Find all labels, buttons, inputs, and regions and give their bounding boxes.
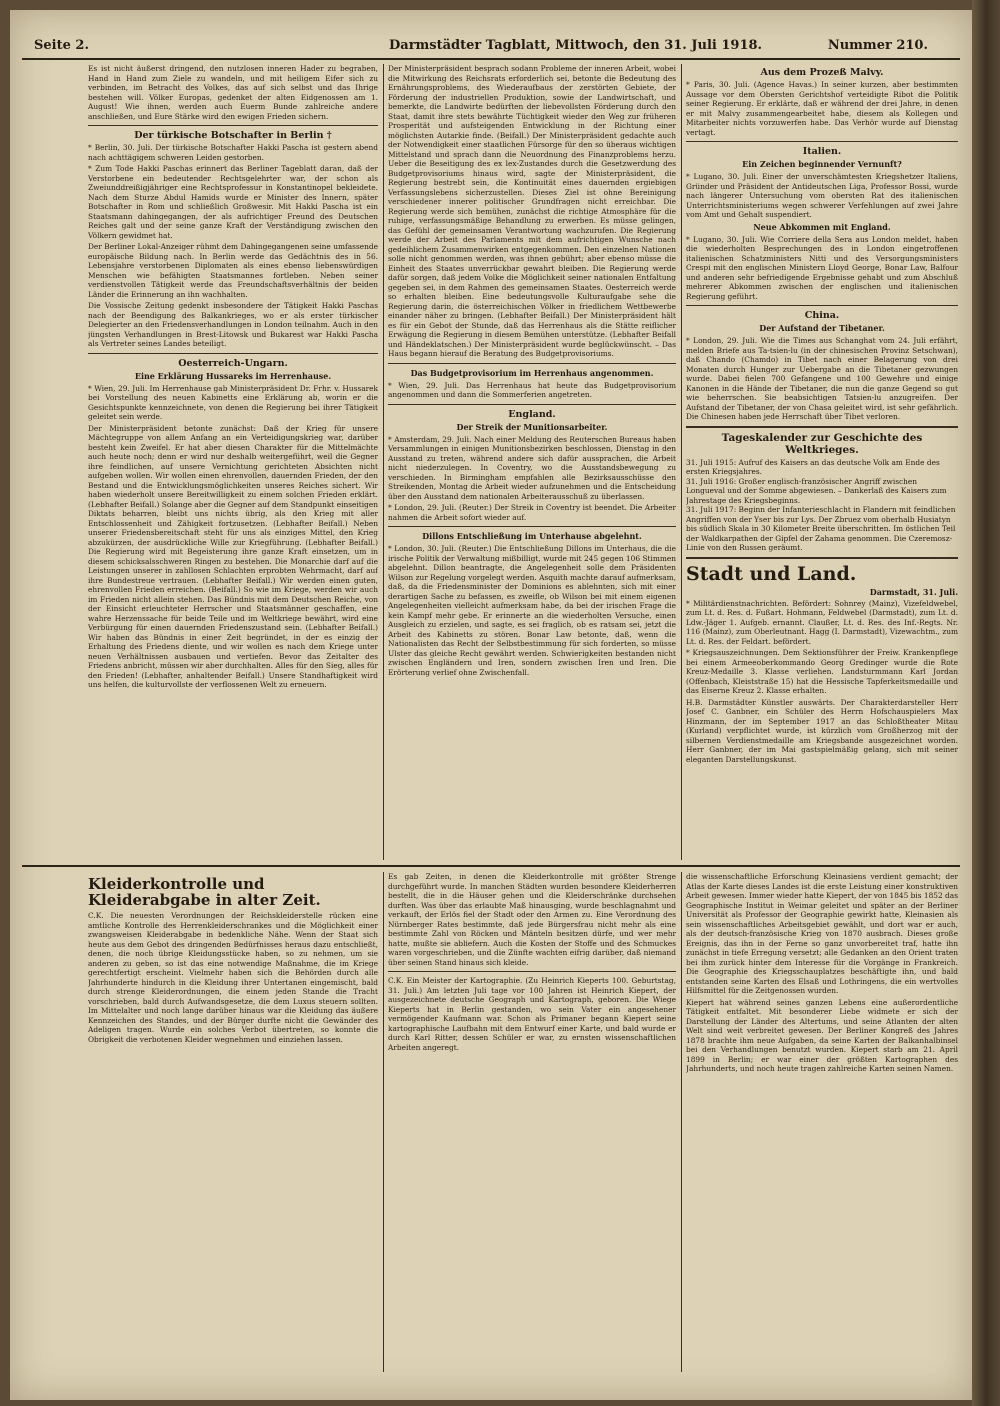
column-divider bbox=[383, 64, 384, 860]
divider bbox=[88, 125, 378, 126]
feuilleton-heading: Kleiderkontrolle und Kleiderabgabe in alter Zeit. bbox=[88, 875, 321, 909]
article-paragraph: * Lugano, 30. Juli. Wie Corriere della Sera aus London meldet, haben die wiederholten Besprechungen des in London eingetroffenen italienischen Schatzministers Nitti und des Versorgungsministers Crespi mit den englischen Ministern Lloyd George, Bonar Law, Balfour und anderen sehr befriedigende Ergebnisse gehabt und zum Abschluß mehrerer Abkommen zwischen der englischen und italienischen Regierung geführt. bbox=[686, 234, 958, 301]
article-paragraph: * Lugano, 30. Juli. Einer der unverschämtesten Kriegshetzer Italiens, Gründer und Präsident der Antideutschen Liga, Professor Bossi, wurde nach längerer Untersuchung vom obersten Rat des italienischen Unterrichtsministeriums wegen schwerer Verfehlungen auf zwei Jahre vom Amt und Gehalt suspendiert. bbox=[686, 172, 958, 219]
article-subheading: Ein Zeichen beginnender Vernunft? bbox=[742, 159, 902, 169]
masthead: Darmstädter Tagblatt, Mittwoch, den 31. Juli 1918. bbox=[389, 38, 763, 53]
article-heading: Der türkische Botschafter in Berlin † bbox=[134, 130, 332, 141]
article-paragraph: H.B. Darmstädter Künstler auswärts. Der Charakterdarsteller Herr Josef C. Ganbner, ein Schüler des Herrn Hofschauspielers Max Hinzmann, der im September 1917 an das Schloßtheater Mitau (Kurland) verpflichtet wurde, ist kürzlich vom Großherzog mit der silbernen Verdienstmedaille am Kriegsbande ausgezeichnet worden. Herr Ganbner, der im Mai gastspielmäßig gelang, sich mit seiner eleganten Darstellungskunst. bbox=[686, 697, 958, 764]
divider bbox=[686, 141, 958, 142]
column-divider bbox=[681, 872, 682, 1372]
article-paragraph: * London, 30. Juli. (Reuter.) Die Entschließung Dillons im Unterhaus, die die irische Politik der Verwaltung mißbilligt, wurde mit 245 gegen 106 Stimmen abgelehnt. Dillon beantragte, die Angelegenheit solle dem Präsidenten Wilson zur Regelung vorgelegt werden. Asquith machte darauf aufmerksam, daß, da die Friedensminister der Dominions es ablehnten, sich mit einer derartigen Sache zu befassen, es zweifle, ob Wilson bei mit einem eigenen Angelegenheiten vielleicht aufmerksam habe, da bei der irischen Frage die kein Kampf mehr gebe. Er erinnerte an die wiederholten Versuche, einen Ausgleich zu erzielen, und sagte, es sei fraglich, ob es ratsam sei, jetzt die Arbeit des Kabinetts zu stören. Bonar Law betonte, daß, wenn die Nationalisten das Recht der Selbstbestimmung für sich forderten, so müsse Ulster das gleiche Recht gewährt werden. Schwierigkeiten bestanden nicht zwischen Engländern und Iren, sondern zwischen Iren und Iren. Die Erörterung verlief ohne Zwischenfall. bbox=[388, 544, 676, 677]
article-paragraph: * Wien, 29. Juli. Das Herrenhaus hat heute das Budgetprovisorium angenommen und dann die Sommerferien angetreten. bbox=[388, 380, 676, 399]
article-subheading: Das Budgetprovisorium im Herrenhaus angenommen. bbox=[410, 367, 654, 378]
section-heading: England. bbox=[508, 408, 556, 420]
divider bbox=[388, 971, 676, 972]
bottom-column-1 bbox=[88, 872, 378, 1372]
section-heading: Oesterreich-Ungarn. bbox=[178, 357, 288, 369]
column-3 bbox=[686, 64, 958, 860]
divider bbox=[388, 363, 676, 364]
article-paragraph: * London, 29. Juli. (Reuter.) Der Streik in Coventry ist beendet. Die Arbeiter nahmen die Arbeit sofort wieder auf. bbox=[388, 503, 676, 522]
bottom-column-3 bbox=[686, 872, 958, 1372]
article-paragraph: Kiepert hat während seines ganzen Lebens eine außerordentliche Tätigkeit entfaltet. Mit besonderer Liebe widmete er sich der Darstellung der Länder des Altertums, und seine Atlanten der alten Welt sind weit verbreitet gewesen. Der Berliner Kongreß des Jahres 1878 brachte ihm neue Aufgaben, da seine Karten der Balkanhalbinsel bei den Verhandlungen benutzt wurden. Kiepert starb am 21. April 1899 in Berlin; er war einer der größten Kartographen des Jahrhunderts, und noch heute tragen zahlreiche Karten seinen Namen. bbox=[686, 997, 958, 1073]
header-rule bbox=[22, 58, 960, 60]
section-heading: Italien. bbox=[802, 146, 842, 157]
calendar-entry: 31. Juli 1916: Großer englisch-französischer Angriff zwischen Longueval und der Somme abgewiesen. – Dankerlaß des Kaisers zum Jahrestage des Kriegsbeginns. bbox=[686, 476, 947, 505]
article-paragraph: * Berlin, 30. Juli. Der türkische Botschafter Hakki Pascha ist gestern abend nach achttägigem schweren Leiden gestorben. bbox=[88, 143, 378, 162]
article-paragraph: * London, 29. Juli. Wie die Times aus Schanghat vom 24. Juli erfährt, melden Briefe aus Ta-tsien-lu (in der chinesischen Provinz Setschwan), daß Chando (Chamdo) in Tibet nach einer Belagerung von drei Monaten durch Hunger zur Uebergabe an die Tibetaner gezwungen wurde. Dabei fielen 700 Gefangene und 100 Gewehre und einige Kanonen in die Hände der Tibetaner, die nun die ganze Gegend so gut wie beherrschen. Sie beabsichtigen Tatsien-lu anzugreifen. Der Aufstand der Tibetaner, der von Chasa geleitet wird, ist sehr gefährlich. Die Chinesen haben jede Herrschaft über Tibet verloren. bbox=[686, 336, 958, 421]
bottom-column-2 bbox=[388, 872, 676, 1372]
intro-paragraph: Es ist nicht äußerst dringend, den nutzlosen inneren Hader zu begraben, Hand in Hand zum Ziele zu wandeln, und mit heiligem Eifer sich zu verbinden, im Betracht des Volkes, das auf sich selbst und das Ihrige bestehen will. Völker Europas, gedenket der alten Eidgenossen am 1. August! Wie ihnen, werden auch Euerm Bunde zahlreiche andere anschließen, und Eure Stärke wird den ewigen Frieden sichern. bbox=[88, 64, 378, 121]
article-paragraph: * Amsterdam, 29. Juli. Nach einer Meldung des Reuterschen Bureaus haben Versammlungen in einigen Munitionsbezirken beschlossen, Dienstag in den Ausstand zu treten, während andere sich dafür aussprachen, die Arbeit nicht niederzulegen. In Coventry, wo die Ausstandsbewegung zu verschieden. In Birmingham empfahlen alle Bezirksausschüsse den Streikenden, Montag die Arbeit wieder aufzunehmen und die Entscheidung über den Ausstand dem nationalen Arbeiterausschuß zu überlassen. bbox=[388, 434, 676, 501]
column-divider bbox=[681, 64, 682, 860]
article-subheading: Der Streik der Munitionsarbeiter. bbox=[456, 421, 608, 432]
article-paragraph: C.K. Ein Meister der Kartographie. (Zu Heinrich Kieperts 100. Geburtstag, 31. Juli.) Am letzten Juli tage vor 100 Jahren ist Heinrich Kiepert, der ausgezeichnete deutsche Geograph und Kartograph, geboren. Die Wiege Kieperts hat in Berlin gestanden, wo sein Vater ein angesehener vermögender Kaufmann war. Schon als Primaner begann Kiepert seine kartographische Laufbahn mit dem Entwurf einer Karte, und bald wurde er durch Karl Ritter, dessen Schüler er war, zu ernsten wissenschaftlichen Arbeiten angeregt. bbox=[388, 976, 676, 1052]
article-paragraph: * Paris, 30. Juli. (Agence Havas.) In seiner kurzen, aber bestimmten Aussage vor dem Obersten Gerichtshof verteidigte Ribot die Politik seiner Regierung. Er erklärte, daß er während der drei Jahre, in denen er mit Malvy zusammengearbeitet habe, diesem als Kollegen und Mitarbeiter nichts vorzuwerfen habe. Das Verhör wurde auf Dienstag vertagt. bbox=[686, 80, 958, 137]
divider bbox=[686, 426, 958, 428]
article-paragraph: Der Berliner Lokal-Anzeiger rühmt dem Dahingegangenen seine umfassende europäische Bildung nach. In Berlin werde das Gedächtnis des in 56. Lebensjahre verstorbenen Diplomaten als eines ebenso liebenswürdigen Menschen wie befähigten Staatsmannes fortleben. Neben seiner verdienstvollen Tätigkeit werde das Freundschaftsverhältnis der beiden Länder die Erinnerung an ihn wachhalten. bbox=[88, 242, 378, 299]
column-divider bbox=[383, 872, 384, 1372]
feuilleton-rule bbox=[22, 865, 960, 867]
section-heading: China. bbox=[804, 310, 840, 321]
divider bbox=[88, 353, 378, 354]
calendar-entry: 31. Juli 1915: Aufruf des Kaisers an das deutsche Volk am Ende des ersten Kriegsjahres. bbox=[686, 457, 940, 476]
column-1 bbox=[88, 64, 378, 860]
article-paragraph: die wissenschaftliche Erforschung Kleinasiens verdient gemacht; der Atlas der Karte dieses Landes ist die erste Leistung einer konstruktiven Arbeit gewesen. Immer wieder hatte Kiepert, der von 1845 bis 1852 das Geographische Institut in Weimar geleitet und später an der Berliner Universität als Professor der Geographie gewirkt hatte, Kleinasien als sein wissenschaftliches Arbeitsgebiet gewählt, und dort war er auch, als der deutsch-französische Krieg von 1870 ausbrach. Dieses große Ereignis, das ihn in der Ferne so ganz unvorbereitet traf, hatte ihn zunächst in tiefe Erregung versetzt; alle Gedanken an den Orient traten bei ihm zurück hinter dem Interesse für die Vorgänge in Frankreich. Die Geographie des Kriegsschauplatzes beschäftigte ihn, und bald entstanden seine Karten des Elsaß und Lothringens, die ein wertvolles Hilfsmittel für die Zeitgenossen wurden. bbox=[686, 872, 958, 995]
article-paragraph: C.K. Die neuesten Verordnungen der Reichskleiderstelle rücken eine amtliche Kontrolle des Herrenkleiderschrankes und die Möglichkeit einer zwangsweisen Kleiderabgabe in bedenkliche Nähe. Wenn der Staat sich heute aus dem Gebot des dringenden Bedürfnisses heraus dazu entschließt, denen, die noch übrige Kleidungsstücke haben, so zu nehmen, um sie anderen zu geben, so ist das eine notwendige Maßnahme, die im Kriege gerechtfertigt erscheint. Vielmehr haben sich die Behörden durch alle Jahrhunderte hindurch in die Kleidung ihrer Untertanen eingemischt, bald durch strenge Kleiderordnungen, die einem jeden Stande die Tracht vorschrieben, bald durch Aufwandsgesetze, die dem Luxus steuern sollten. Im Mittelalter und noch lange darüber hinaus war die Kleidung das äußere Kennzeichen des Standes, und der Bürger durfte nicht die Gewänder des Adeligen tragen. Wurde ein solches Verbot übertreten, so konnte die Obrigkeit die verbotenen Kleider wegnehmen und einziehen lassen. bbox=[88, 911, 378, 1044]
calendar-entry: 31. Juli 1917: Beginn der Infanterieschlacht in Flandern mit feindlichen Angriffen von der Yser bis zur Lys. Der Zbruez vom oberhalb Husiatyn bis südlich Skala in 30 Kilometer Breite überschritten. Im östlichen Teil der Waldkarpathen der Gipfel der Zahama genommen. Die Czeremosz-Linie von den Russen geräumt. bbox=[686, 505, 956, 552]
column-2 bbox=[388, 64, 676, 860]
divider bbox=[388, 526, 676, 527]
article-paragraph: Der Ministerpräsident besprach sodann Probleme der inneren Arbeit, wobei die Mitwirkung des Reichsrats erforderlich sei, betonte die Bedeutung des Ernährungsproblems, des Wiederaufbaus der zerstörten Gebiete, der Förderung der industriellen Produktion, sowie der Landwirtschaft, und bemerkte, die Landwirte bedürften der liebevollsten Förderung durch den Staat, damit ihre stets bewährte Tüchtigkeit wieder den Weg zur früheren Prosperität und aufsteigenden Entwicklung in der Richtung einer möglichsten Autarkie finde. (Beifall.) Der Ministerpräsident gedachte auch der Notwendigkeit einer staatlichen Fürsorge für den so überaus wichtigen Mittelstand und sprach dann die Neuordnung des Finanzproblems herzu. Ueber die Beseitigung des ex lex-Zustandes durch die Gesetzwerdung des Budgetprovisoriums hinaus wird, sagte der Ministerpräsident, die Regierung bestrebt sein, die Kontinuität eines dauernden ergiebigen Verfassungslebens sicherzustellen. Dieses Ziel ist ohne Bereinigung verschiedener innerer politischer Grundfragen nicht erreichbar. Die Regierung werde sich bemühen, zunächst die richtige Atmosphäre für die ruhige, verfassungsmäßige Behandlung zu erwerben. Es müsse gelingen, das Gefühl der gemeinsamen Verantwortung wachzurufen. Die Regierung werde der Arbeit des Parlaments mit dem aufrichtigen Wunsche nach gedeihlichem Zusammenwirken entgegenkommen. Den einzelnen Nationen solle nicht genommen werden, was ihnen gebührt; aber ebenso müsse die Einheit des Staates unverrückbar gewahrt bleiben. Die Regierung werde dafür sorgen, daß jedem Volke die Möglichkeit seiner nationalen Entfaltung gegeben sei, in dem Rahmen des gemeinsamen Staates. Oesterreich werde so erhalten bleiben. Eine bedeutungsvolle Kulturaufgabe sehe die Regierung darin, die österreichischen Völker in friedlichem Wettbewerbe einander näher zu bringen. (Lebhafter Beifall.) Der Ministerpräsident hält es für ein Gebot der Stunde, daß das Herrenhaus als die Stätte reiflicher Erwägung die Regierung in diesem Bemühen unterstütze. (Lebhafter Beifall und Händeklatschen.) Der Ministerpräsident wurde beglückwünscht. – Das Haus begann hierauf die Beratung des Budgetprovisoriums. bbox=[388, 64, 676, 358]
divider bbox=[686, 557, 958, 559]
page-header bbox=[24, 38, 958, 60]
dateline: Darmstadt, 31. Juli. bbox=[869, 586, 958, 597]
article-subheading: Der Aufstand der Tibetaner. bbox=[759, 323, 885, 333]
article-paragraph: Die Vossische Zeitung gedenkt insbesondere der Tätigkeit Hakki Paschas nach der Beendigung des Balkankrieges, wo er als erster türkischer Delegierter an den Friedensverhandlungen in London teilnahm. Auch in den jüngsten Verhandlungen in Brest-Litowsk und Bukarest war Hakki Pascha als Vertreter seines Landes beteiligt. bbox=[88, 301, 378, 348]
article-subheading: Dillons Entschließung im Unterhause abgelehnt. bbox=[422, 531, 642, 541]
article-subheading: Eine Erklärung Hussareks im Herrenhause. bbox=[134, 370, 332, 381]
issue-number: Nummer 210. bbox=[827, 38, 928, 53]
article-paragraph: * Militärdienstnachrichten. Befördert: Sohnrey (Mainz), Vizefeldwebel, zum Lt. d. Res. d. Fußart. Hohmann, Feldwebel (Darmstadt), zum Lt. d. Ldw.-Jäger 1. Aufgeb. ernannt. Claußer, Lt. d. Res. des Inf.-Regts. Nr. 116 (Mainz), zum Oberleutnant. Hagg (I. Darmstadt), Vizewachtm., zum Lt. d. Res. der Feldart. befördert. bbox=[686, 598, 958, 646]
article-subheading: Neue Abkommen mit England. bbox=[753, 221, 891, 232]
newspaper-page bbox=[10, 10, 972, 1400]
article-paragraph: Es gab Zeiten, in denen die Kleiderkontrolle mit größter Strenge durchgeführt wurde. In manchen Städten wurden besondere Kleiderherren bestellt, die in die Häuser gehen und die Kleiderschränke durchsehen durften. Was über das erlaubte Maß hinausging, wurde beschlagnahmt und verkauft, der Erlös fiel der Stadt oder den Armen zu. Eine Verordnung des Nürnberger Rates bestimmte, daß jede Bürgersfrau nicht mehr als eine bestimmte Zahl von Röcken und Mänteln besitzen dürfe, und wer mehr hatte, mußte sie abliefern. Auch die Kosten der Stoffe und des Schmuckes waren vorgeschrieben, und die Zünfte wachten eifrig darüber, daß niemand über seinen Stand hinaus sich kleide. bbox=[388, 872, 676, 967]
divider bbox=[686, 305, 958, 306]
article-paragraph: * Wien, 29. Juli. Im Herrenhause gab Ministerpräsident Dr. Frhr. v. Hussarek bei Vorstellung des neuen Kabinetts eine Erklärung ab, worin er die Gesichtspunkte kennzeichnete, von denen die Regierung bei ihrer Tätigkeit geleitet sein werde. bbox=[88, 383, 378, 421]
page-number: Seite 2. bbox=[34, 38, 89, 53]
article-heading: Aus dem Prozeß Malvy. bbox=[760, 67, 884, 78]
article-paragraph: * Kriegsauszeichnungen. Dem Sektionsführer der Freiw. Krankenpflege bei einem Armeeoberkommando Georg Gredinger wurde die Rote Kreuz-Medaille 3. Klasse verliehen. Landsturmmann Karl Jordan (Offenbach, Kleiststraße 15) hat die Hessische Tapferkeitsmedaille und das Eiserne Kreuz 2. Klasse erhalten. bbox=[686, 648, 958, 695]
article-paragraph: * Zum Tode Hakki Paschas erinnert das Berliner Tageblatt daran, daß der Verstorbene ein bedeutender Rechtsgelehrter war, der schon als Zweiunddreißigjähriger eine Rechtsprofessur in Konstantinopel bekleidete. Nach dem Sturze Abdul Hamids wurde er Minister des Innern, später Botschafter in Rom und schließlich Großwesir. Mit Hakki Pascha ist ein Staatsmann dahingegangen, der als aufrichtiger Freund des Deutschen Reiches galt und der seine ganze Kraft der Verständigung zwischen den Völkern gewidmet hat. bbox=[88, 164, 378, 240]
book-binding-edge bbox=[972, 0, 1000, 1406]
section-title-stadt-und-land: Stadt und Land. bbox=[686, 562, 857, 585]
divider bbox=[388, 404, 676, 405]
article-paragraph: Der Ministerpräsident betonte zunächst: Daß der Krieg für unsere Mächtegruppe von allem Anfang an ein Verteidigungskrieg war, darüber besteht kein Zweifel. Er hat aber diesen Charakter für die Mittelmächte auch heute noch; denn er wird nur deshalb weitergeführt, weil die Gegner ihre feindlichen, auf unsere Vernichtung gerichteten Absichten nicht aufgeben wollen. Wir wollen einen ehrenvollen, dauernden Frieden, der den Bestand und die Entwicklungsmöglichkeiten unseres Reiches sichert. Wir haben wiederholt unsere Bereitwilligkeit zu einem solchen Frieden erklärt. (Lebhafter Beifall.) Solange aber die Gegner auf dem Standpunkt einseitigen Diktats beharren, bleibt uns nichts übrig, als den Krieg mit aller Entschlossenheit und Zähigkeit fortzusetzen. (Lebhafter Beifall.) Neben unserer Friedensbereitschaft steht für uns als einziges Mittel, den Krieg abzukürzen, der ausdrückliche Wille zur Kriegführung. (Lebhafter Beifall.) Die Regierung wird mit Begeisterung ihre ganze Kraft einsetzen, um in diesem schicksalsschweren Ringen zu bestehen. Die Monarchie darf auf die Leistungen unserer in zahllosen Schlachten erprobten Wehrmacht, darf auf ihre Bundestreue vertrauen. (Lebhafter Beifall.) Wir werden einen guten, ehrenvollen Frieden erreichen. (Beifall.) So wie im Kriege, werden wir auch im Frieden nicht allein stehen. Das Bündnis mit dem Deutschen Reiche, von der Einsicht erleuchteter Herrscher und Staatsmänner geschaffen, eine wahre Herzenssache für beide Teile und im Weltkriege bewährt, wird eine Verbürgung für einen dauernden Friedenszustand sein. (Lebhafter Beifall.) Wir haben das Bündnis in einer Zeit begründet, in der es einzig der Erhaltung des Friedens diente, und wir wollen es nach dem Kriege unter neuen Verhältnissen ausbauen und vertiefen. Bevor das Zeitalter des Friedens anbricht, müssen wir aber durchhalten. Alles für den Sieg, alles für den Frieden! (Lebhafter, anhaltender Beifall.) Unsere Standhaftigkeit wird uns helfen, die kulturvollste der verflossenen Welt zu erneuern. bbox=[88, 423, 378, 689]
calendar-heading: Tageskalender zur Geschichte des Weltkrieges. bbox=[721, 431, 923, 456]
